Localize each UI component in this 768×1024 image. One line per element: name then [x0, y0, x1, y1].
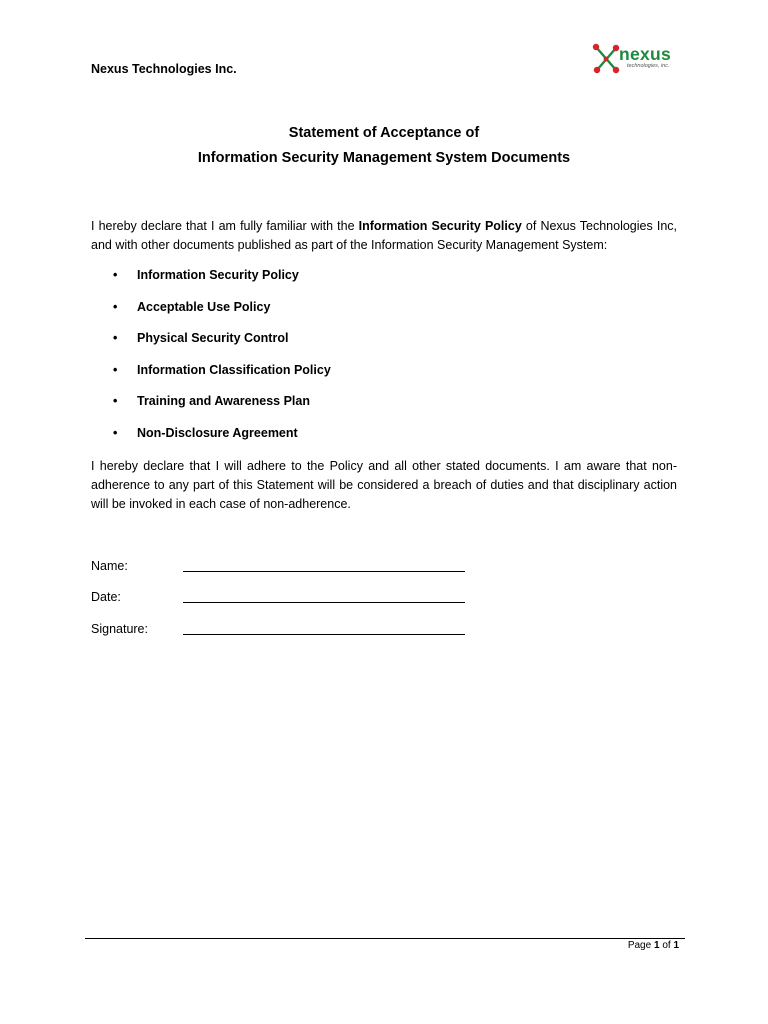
bullet-icon: • — [113, 299, 118, 314]
name-field-row — [91, 557, 471, 577]
footer-divider — [85, 938, 685, 939]
list-item — [91, 392, 331, 424]
date-label: Date: — [91, 590, 121, 604]
list-item-label: Physical Security Control — [137, 331, 289, 346]
company-logo — [592, 42, 684, 76]
list-item — [91, 361, 331, 393]
list-item-label: Information Security Policy — [137, 268, 299, 282]
company-name: Nexus Technologies Inc. — [91, 62, 237, 76]
bullet-icon: • — [113, 331, 118, 346]
bullet-icon: • — [113, 362, 118, 377]
date-field-row — [91, 588, 471, 608]
intro-paragraph — [91, 217, 677, 255]
list-item-label: Acceptable Use Policy — [137, 299, 271, 314]
intro-text-after: of Nexus Technologies Inc, and with other documents published as part of the Information Security Management System: — [91, 219, 678, 252]
title-line-2: Information Security Management System Documents — [197, 150, 571, 166]
list-item-label: Training and Awareness Plan — [137, 394, 310, 409]
signature-field-row — [91, 620, 471, 640]
list-item — [91, 329, 331, 361]
list-item — [91, 266, 331, 298]
name-blank-line[interactable] — [183, 571, 465, 572]
signature-blank-line[interactable] — [183, 634, 465, 635]
bullet-icon: • — [113, 425, 118, 440]
page-number — [628, 940, 679, 951]
nexus-logo-mark-icon — [592, 42, 622, 76]
logo-tagline: technologies, inc. — [627, 63, 670, 69]
page-of-word: of — [662, 940, 671, 951]
list-item-label: Information Classification Policy — [137, 362, 331, 377]
name-label: Name: — [91, 559, 128, 573]
list-item — [91, 424, 331, 456]
intro-bold-policy: Information Security Policy — [358, 219, 522, 233]
list-item — [91, 298, 331, 330]
bullet-icon: • — [113, 394, 118, 409]
page-total: 1 — [673, 940, 679, 951]
logo-wordmark: nexus — [619, 44, 672, 64]
closing-paragraph: I hereby declare that I will adhere to the Policy and all other stated documents. I am aware that non-adherence to any part of this Statement will be considered a breach of duties and that disciplinary action will be invoked in each case of non-adherence. — [91, 459, 677, 511]
date-blank-line[interactable] — [183, 602, 465, 603]
page-word: Page — [627, 940, 652, 951]
document-list — [91, 266, 331, 456]
title-line-1: Statement of Acceptance of — [288, 125, 480, 141]
signature-label: Signature: — [91, 622, 148, 636]
document-title — [0, 121, 768, 171]
bullet-icon: • — [113, 268, 118, 282]
intro-text-before: I hereby declare that I am fully familiar with the — [91, 219, 359, 233]
list-item-label: Non-Disclosure Agreement — [137, 425, 298, 440]
page-current: 1 — [653, 940, 660, 951]
